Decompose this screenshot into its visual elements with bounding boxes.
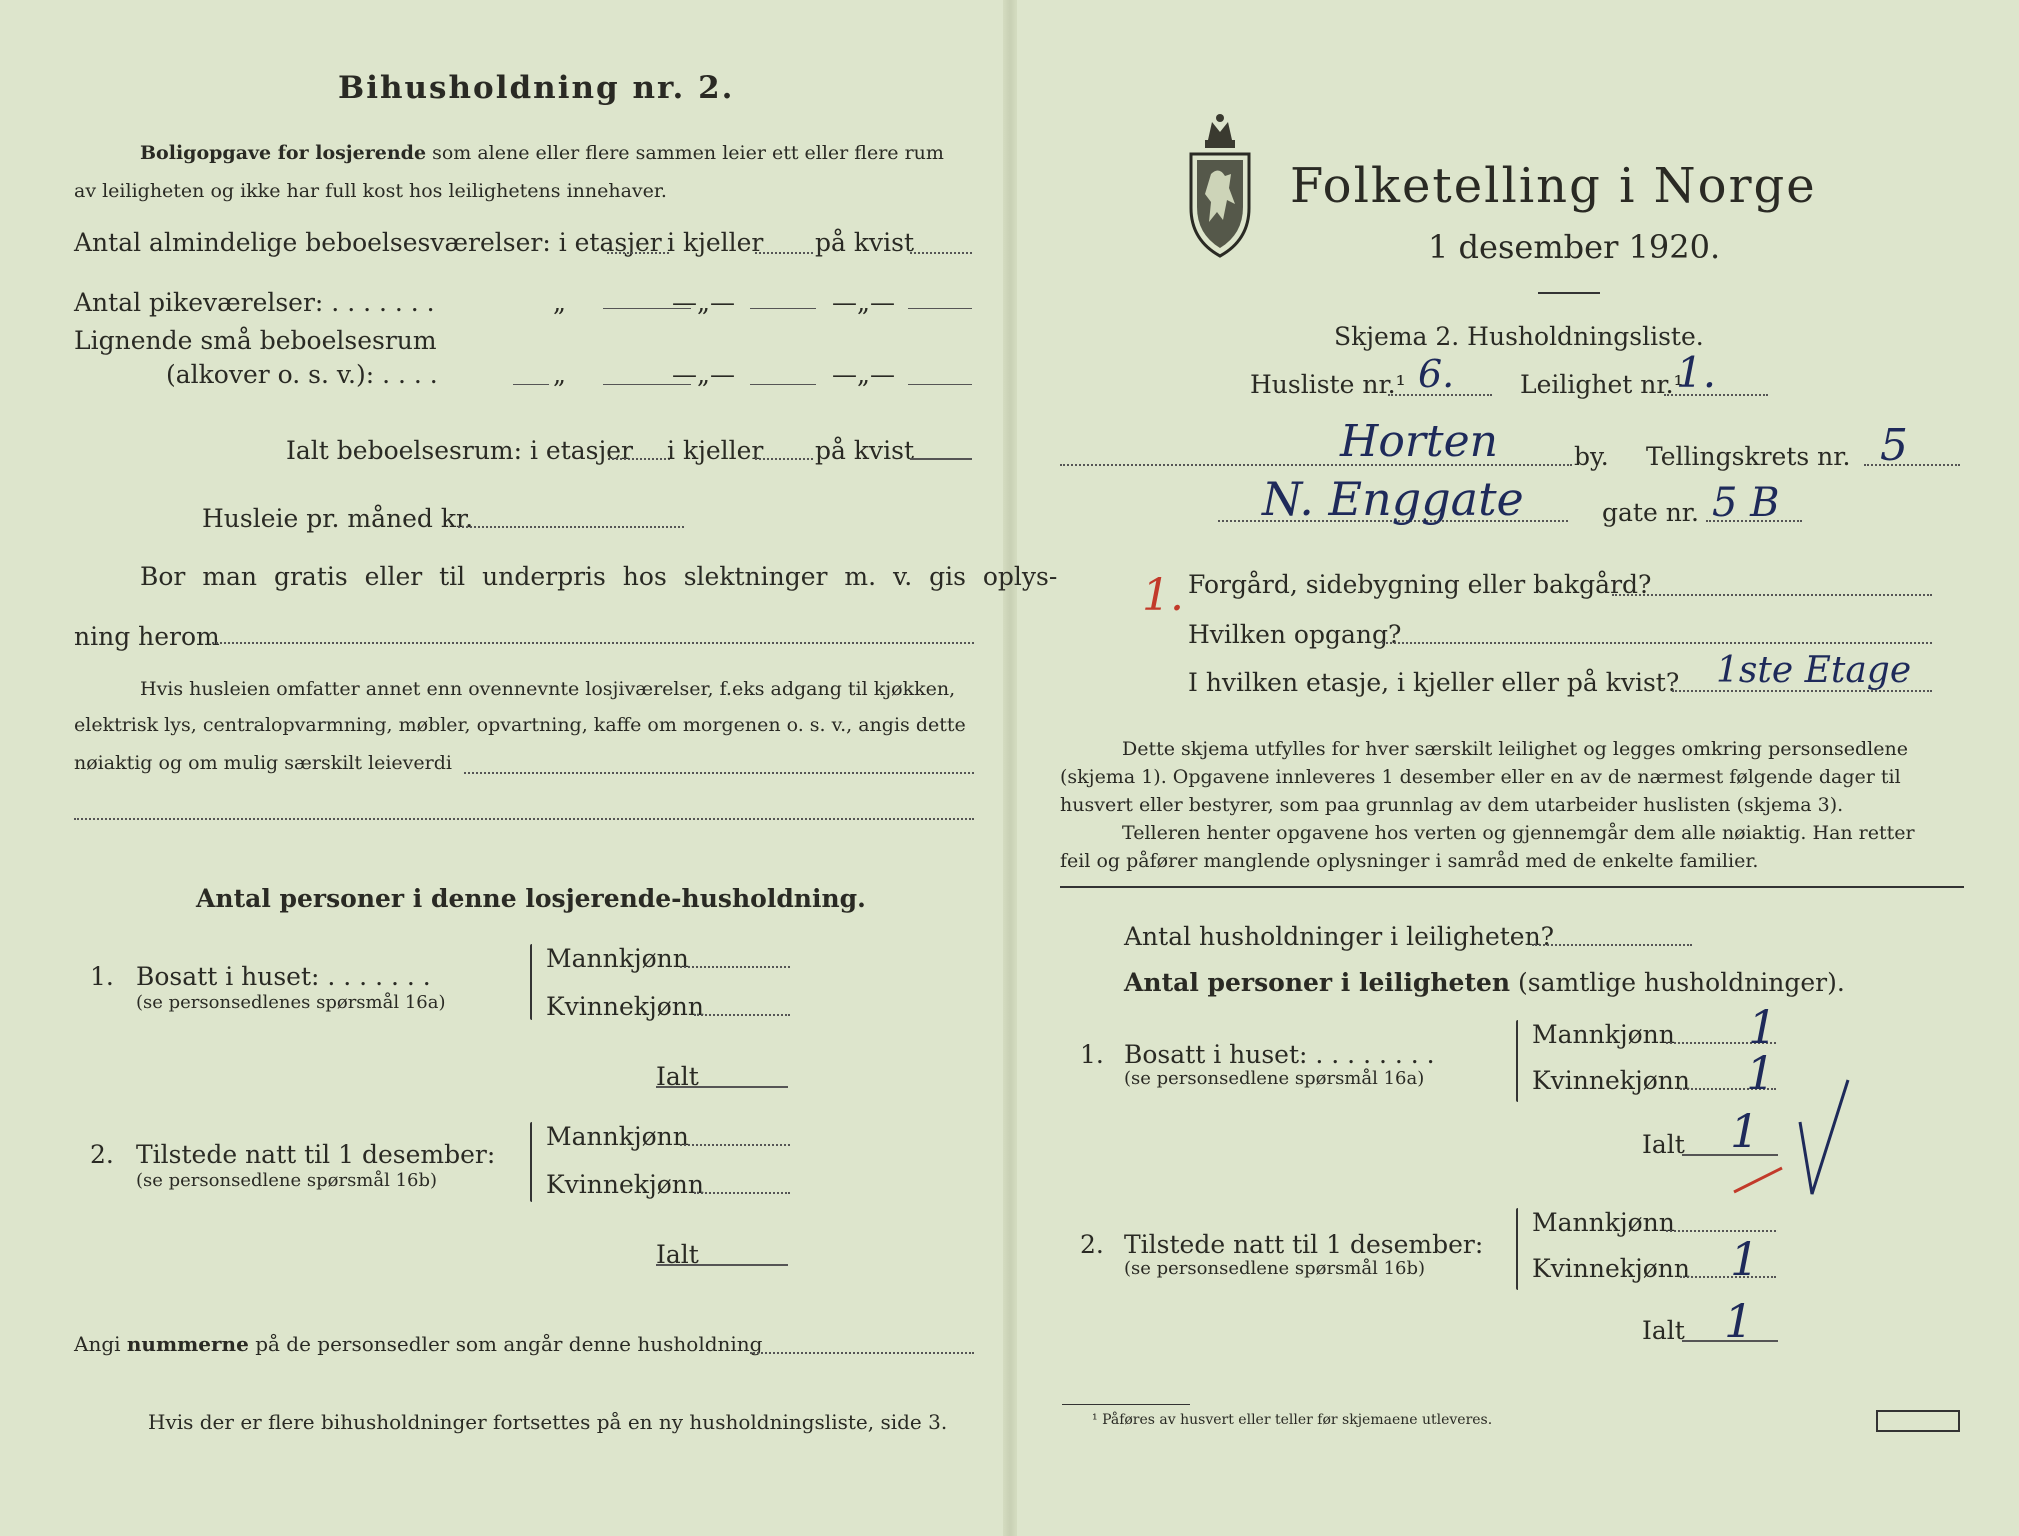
antal-alm-kvist-field[interactable] bbox=[910, 252, 972, 254]
opgang-label: Hvilken opgang? bbox=[1188, 620, 1402, 649]
lignende-dash-2: —„— bbox=[832, 360, 895, 389]
opgang-field[interactable] bbox=[1382, 642, 1932, 644]
pike-ditto: „ bbox=[553, 288, 566, 317]
etasje-label: I hvilken etasje, i kjeller eller på kvist? bbox=[1188, 668, 1680, 697]
right-q2-label: Tilstede natt til 1 desember: bbox=[1124, 1230, 1484, 1259]
left-q1-sub: (se personsedlenes spørsmål 16a) bbox=[136, 992, 446, 1013]
lignende-dash-1: —„— bbox=[672, 360, 735, 389]
antal-pers-heading bbox=[1124, 968, 1845, 997]
right-q1-kvinne: Kvinnekjønn bbox=[1532, 1066, 1690, 1095]
left-q2-ialt: Ialt bbox=[656, 1240, 699, 1269]
left-q2-num: 2. bbox=[90, 1140, 114, 1169]
right-q1-sub: (se personsedlene spørsmål 16a) bbox=[1124, 1068, 1425, 1089]
note-line-2: elektrisk lys, centralopvarmning, møbler, opvartning, kaffe om morgenen o. s. v., angis dette bbox=[74, 714, 966, 736]
left-q2-ialt-field[interactable] bbox=[656, 1264, 788, 1266]
page-fold bbox=[1003, 0, 1017, 1536]
right-q2-mann-field[interactable] bbox=[1666, 1230, 1776, 1232]
leilighet-value: 1. bbox=[1676, 348, 1717, 397]
pike-dash-2: —„— bbox=[832, 288, 895, 317]
antal-alm-kjeller-field[interactable] bbox=[755, 252, 813, 254]
printer-stamp bbox=[1876, 1410, 1960, 1432]
check-mark-icon bbox=[1730, 1076, 1860, 1206]
info-line-3: husvert eller bestyrer, som paa grunnlag av dem utarbeider huslisten (skjema 3). bbox=[1060, 794, 1844, 816]
skjema-label: Skjema 2. Husholdningsliste. bbox=[1334, 322, 1704, 351]
note-line-3: nøiaktig og om mulig særskilt leieverdi bbox=[74, 752, 452, 774]
right-q1-num: 1. bbox=[1080, 1040, 1104, 1069]
etasje-value: 1ste Etage bbox=[1716, 650, 1912, 691]
lignende-kvist-field[interactable] bbox=[908, 384, 972, 385]
by-value: Horten bbox=[1340, 416, 1498, 467]
gate-label: gate nr. bbox=[1602, 498, 1699, 527]
right-q1-ialt-value: 1 bbox=[1730, 1104, 1760, 1158]
info-line-1: Dette skjema utfylles for hver særskilt leilighet og legges omkring personsedlene bbox=[1122, 738, 1908, 760]
ialt-etasjer-field[interactable] bbox=[608, 458, 670, 460]
angi-pre: Angi bbox=[74, 1332, 121, 1356]
right-q1-mann: Mannkjønn bbox=[1532, 1020, 1675, 1049]
left-q2-kvinne-field[interactable] bbox=[694, 1192, 790, 1194]
lignende-label-2: (alkover o. s. v.): . . . . bbox=[166, 360, 438, 389]
left-q2-label: Tilstede natt til 1 desember: bbox=[136, 1140, 496, 1169]
left-q2-mann-field[interactable] bbox=[680, 1144, 790, 1146]
husleie-field[interactable] bbox=[458, 526, 684, 528]
left-title: Bihusholdning nr. 2. bbox=[338, 70, 735, 106]
footnote-rule bbox=[1062, 1404, 1190, 1405]
pike-dash-1: —„— bbox=[672, 288, 735, 317]
left-q1-num: 1. bbox=[90, 962, 114, 991]
angi-field[interactable] bbox=[750, 1352, 974, 1354]
right-q2-kvinne-value: 1 bbox=[1730, 1232, 1760, 1286]
gratis-field[interactable] bbox=[212, 642, 974, 644]
pike-kjeller-field[interactable] bbox=[750, 308, 816, 309]
gratis-line-2: ning herom bbox=[74, 622, 220, 651]
antal-pers-rest: (samtlige husholdninger). bbox=[1518, 968, 1845, 997]
right-q2-sub: (se personsedlene spørsmål 16b) bbox=[1124, 1258, 1426, 1279]
census-date: 1 desember 1920. bbox=[1428, 228, 1721, 266]
antal-alm-kjeller-label: i kjeller bbox=[667, 228, 764, 257]
right-q1-ialt: Ialt bbox=[1642, 1130, 1685, 1159]
left-q1-mann-field[interactable] bbox=[680, 966, 790, 968]
lignende-label-1: Lignende små beboelsesrum bbox=[74, 326, 437, 355]
pike-kvist-field[interactable] bbox=[908, 308, 972, 309]
leieverdi-field-1[interactable] bbox=[464, 772, 974, 774]
by-label: by. bbox=[1574, 442, 1609, 471]
antal-hush-label: Antal husholdninger i leiligheten? bbox=[1124, 922, 1555, 951]
husliste-value: 6. bbox=[1418, 352, 1455, 396]
left-q2-mann: Mannkjønn bbox=[546, 1122, 689, 1151]
antal-alm-etasjer-field[interactable] bbox=[607, 252, 669, 254]
husleie-label: Husleie pr. måned kr. bbox=[202, 504, 474, 533]
krets-value: 5 bbox=[1880, 420, 1908, 471]
husliste-label: Husliste nr.¹ bbox=[1250, 370, 1406, 399]
antal-alm-kvist-label: på kvist bbox=[815, 228, 914, 257]
pike-label: Antal pikeværelser: . . . . . . . bbox=[74, 288, 435, 317]
left-q1-label: Bosatt i huset: . . . . . . . bbox=[136, 962, 431, 991]
info-line-2: (skjema 1). Opgavene innleveres 1 desember eller en av de nærmest følgende dager til bbox=[1060, 766, 1901, 788]
ialt-kjeller-field[interactable] bbox=[755, 458, 813, 460]
leieverdi-field-2[interactable] bbox=[74, 818, 974, 820]
right-q1-mann-value: 1 bbox=[1748, 1000, 1778, 1054]
right-q2-num: 2. bbox=[1080, 1230, 1104, 1259]
antal-hush-field[interactable] bbox=[1532, 944, 1692, 946]
left-q1-brace bbox=[530, 944, 532, 1020]
intro-bold: Boligopgave for losjerende bbox=[140, 142, 427, 164]
lignende-pre-field[interactable] bbox=[513, 384, 549, 385]
right-q2-brace bbox=[1516, 1208, 1518, 1290]
info-line-5: feil og påfører manglende oplysninger i samråd med de enkelte familier. bbox=[1060, 850, 1759, 872]
right-q2-kvinne-field[interactable] bbox=[1680, 1276, 1776, 1278]
krets-label: Tellingskrets nr. bbox=[1646, 442, 1851, 471]
right-q2-kvinne: Kvinnekjønn bbox=[1532, 1254, 1690, 1283]
info-line-4: Telleren henter opgavene hos verten og gjennemgår dem alle nøiaktig. Han retter bbox=[1122, 822, 1915, 844]
left-q1-kvinne-field[interactable] bbox=[694, 1014, 790, 1016]
left-q2-sub: (se personsedlene spørsmål 16b) bbox=[136, 1170, 438, 1191]
right-q1-kvinne-value: 1 bbox=[1746, 1046, 1776, 1100]
coat-of-arms-icon bbox=[1183, 112, 1257, 260]
right-q1-label: Bosatt i huset: . . . . . . . . bbox=[1124, 1040, 1435, 1069]
note-line-1: Hvis husleien omfatter annet enn ovennevnte losjiværelser, f.eks adgang til kjøkken, bbox=[140, 678, 956, 700]
margin-red-mark: 1. bbox=[1142, 570, 1184, 621]
right-q2-ialt-value: 1 bbox=[1724, 1294, 1754, 1348]
info-rule bbox=[1060, 886, 1964, 888]
left-q2-brace bbox=[530, 1122, 532, 1202]
lignende-ditto: „ bbox=[553, 360, 566, 389]
ialt-beboelsesrum-label: Ialt beboelsesrum: i etasjer bbox=[286, 436, 634, 465]
lignende-kjeller-field[interactable] bbox=[750, 384, 816, 385]
ialt-kjeller-label: i kjeller bbox=[667, 436, 764, 465]
angi-bold: nummerne bbox=[126, 1332, 249, 1356]
left-q1-kvinne: Kvinnekjønn bbox=[546, 992, 704, 1021]
left-q2-kvinne: Kvinnekjønn bbox=[546, 1170, 704, 1199]
right-title: Folketelling i Norge bbox=[1290, 158, 1817, 214]
krets-field[interactable] bbox=[1864, 464, 1960, 466]
right-q2-ialt: Ialt bbox=[1642, 1316, 1685, 1345]
right-footnote: ¹ Påføres av husvert eller teller før skjemaene utleveres. bbox=[1092, 1412, 1493, 1428]
left-persons-heading: Antal personer i denne losjerende-husholdning. bbox=[196, 884, 866, 913]
gate-value: N. Enggate bbox=[1262, 472, 1524, 526]
intro-line-2: av leiligheten og ikke har full kost hos leilighetens innehaver. bbox=[74, 180, 667, 202]
right-q2-mann: Mannkjønn bbox=[1532, 1208, 1675, 1237]
intro-line-1 bbox=[140, 142, 944, 164]
left-q1-ialt-field[interactable] bbox=[656, 1086, 788, 1088]
ialt-kvist-label: på kvist bbox=[815, 436, 914, 465]
antal-alm-label: Antal almindelige beboelsesværelser: i etasjer bbox=[74, 228, 662, 257]
left-q1-ialt: Ialt bbox=[656, 1062, 699, 1091]
right-q1-brace bbox=[1516, 1020, 1518, 1102]
forgard-field[interactable] bbox=[1612, 594, 1932, 596]
ialt-kvist-field[interactable] bbox=[910, 458, 972, 460]
left-q1-mann: Mannkjønn bbox=[546, 944, 689, 973]
leilighet-label: Leilighet nr.¹ bbox=[1520, 370, 1684, 399]
angi-rest: på de personsedler som angår denne husholdning bbox=[255, 1332, 763, 1356]
angi-line bbox=[74, 1332, 762, 1356]
forgard-label: Forgård, sidebygning eller bakgård? bbox=[1188, 570, 1652, 599]
title-rule bbox=[1538, 292, 1600, 294]
intro-rest: som alene eller flere sammen leier ett eller flere rum bbox=[432, 142, 944, 164]
gate-nr-value: 5 B bbox=[1712, 480, 1780, 526]
left-footer: Hvis der er flere bihusholdninger fortsettes på en ny husholdningsliste, side 3. bbox=[148, 1410, 948, 1434]
antal-pers-bold: Antal personer i leiligheten bbox=[1124, 968, 1511, 997]
gratis-line-1: Bor man gratis eller til underpris hos slektninger m. v. gis oplys- bbox=[140, 562, 1058, 591]
